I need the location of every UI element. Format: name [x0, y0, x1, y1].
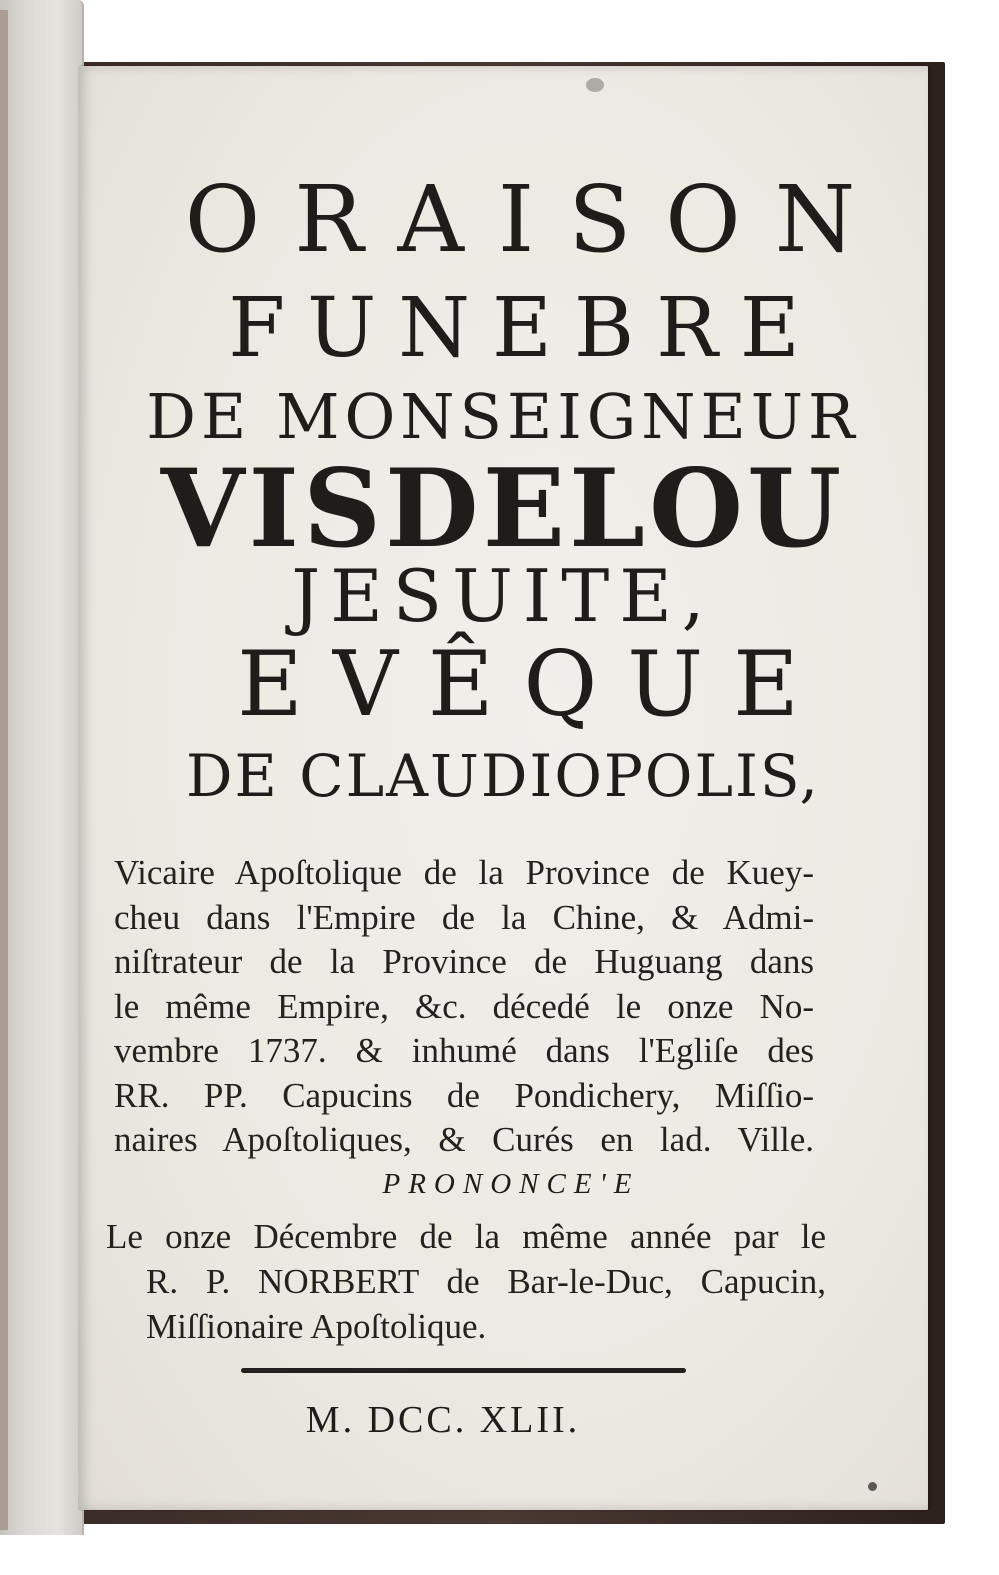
delivery-paragraph — [106, 1214, 826, 1349]
description-line: RR. PP. Capucins de Pondichery, Miſſio- — [114, 1075, 814, 1115]
prononcee-heading: PRONONCE'E — [382, 1168, 640, 1200]
title-visdelou: VISDELOU — [160, 446, 846, 572]
left-page-edge — [0, 10, 8, 1530]
title-de-monseigneur: DE MONSEIGNEUR — [146, 380, 860, 453]
description-line: naires Apoſtoliques, & Curés en lad. Ville. — [114, 1120, 814, 1159]
delivery-line: R. P. NORBERT de Bar-le-Duc, Capucin, — [146, 1262, 826, 1301]
paper-stain — [586, 78, 604, 92]
paper-speck — [868, 1482, 877, 1491]
description-line: le même Empire, &c. décedé le onze No- — [114, 986, 814, 1026]
title-page-content — [78, 66, 928, 1510]
description-line: niſtrateur de la Province de Huguang dans — [114, 942, 814, 981]
description-line: Vicaire Apoſtolique de la Province de Kuey- — [114, 853, 814, 892]
title-jesuite: JESUITE, — [291, 554, 715, 638]
title-eveque: EVÊQUE — [237, 632, 829, 737]
left-page — [0, 0, 84, 1535]
title-claudiopolis: DE CLAUDIOPOLIS, — [185, 742, 820, 810]
title-funebre: FUNEBRE — [228, 281, 822, 376]
horizontal-rule — [241, 1368, 686, 1373]
description-paragraph — [114, 851, 814, 1163]
title-page — [78, 66, 928, 1510]
description-line: vembre 1737. & inhumé dans l'Egliſe des — [114, 1031, 814, 1070]
imprint-date: M. DCC. XLII. — [305, 1399, 581, 1441]
delivery-line: Miſſionaire Apoſtolique. — [146, 1307, 487, 1346]
delivery-line: Le onze Décembre de la même année par le — [106, 1217, 826, 1256]
description-line: cheu dans l'Empire de la Chine, & Admi- — [114, 897, 814, 937]
title-oraison: ORAISON — [184, 166, 890, 273]
